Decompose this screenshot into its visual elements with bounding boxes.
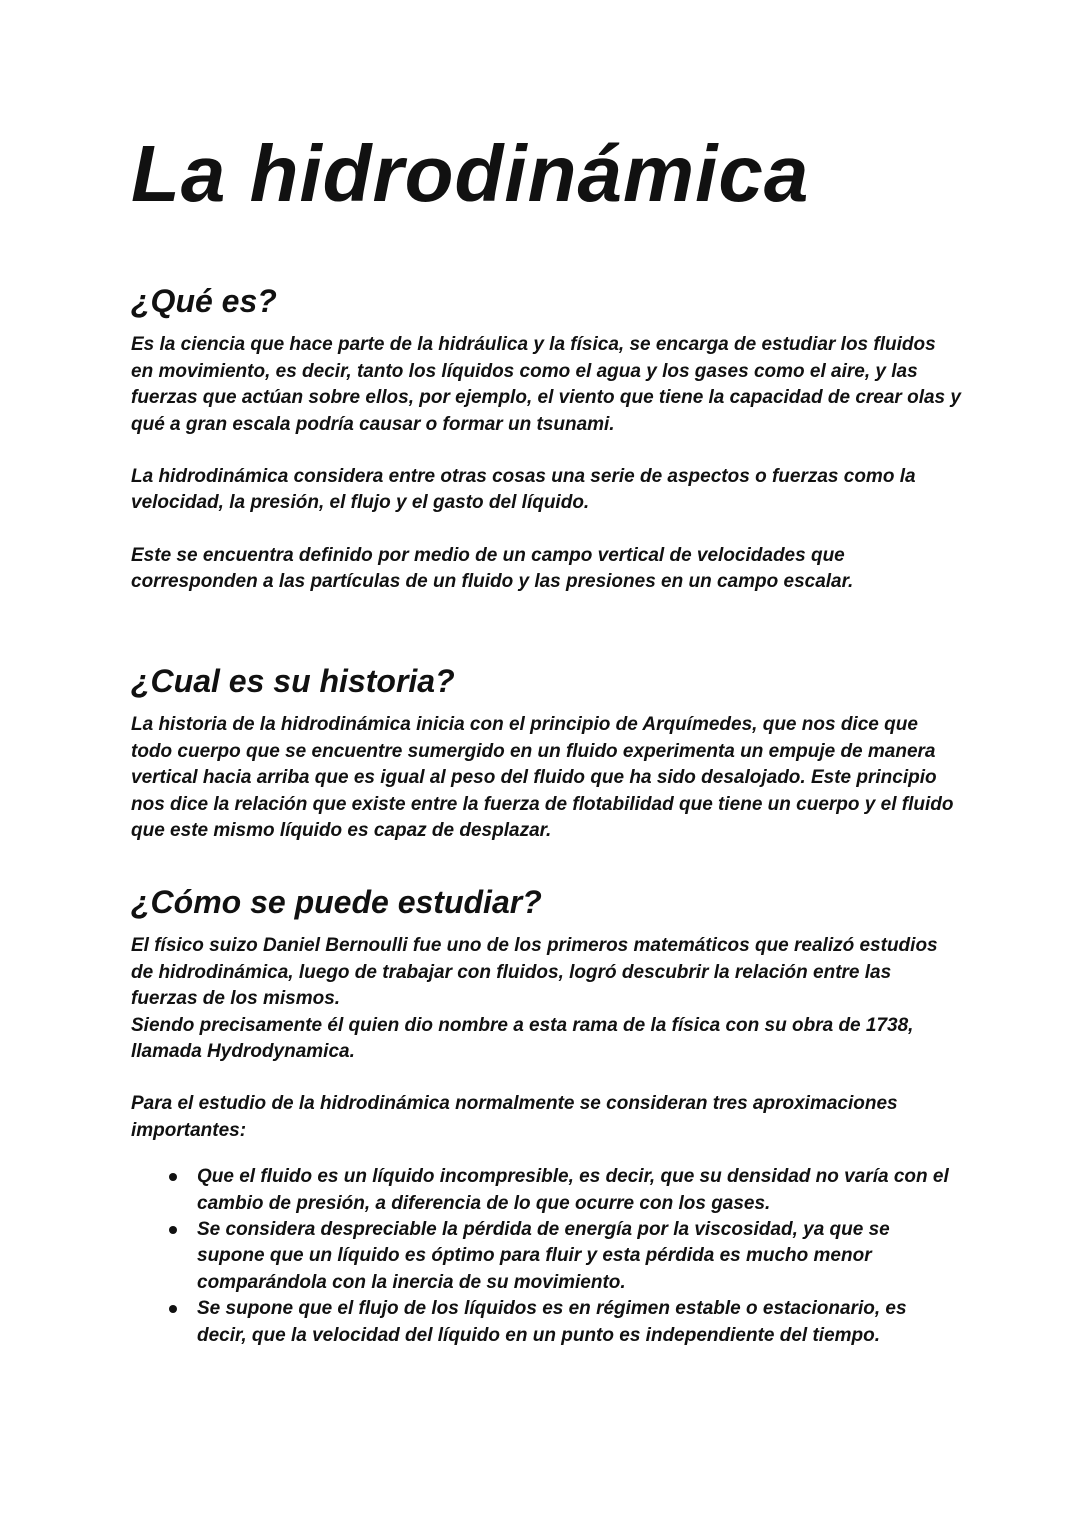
list-item-text: Que el fluido es un líquido incompresible, es decir, que su densidad no varía con el cambio de presión, a diferencia de lo que ocurre con los gases. xyxy=(197,1166,949,1214)
section-que-es xyxy=(131,282,961,596)
paragraph: El físico suizo Daniel Bernoulli fue uno de los primeros matemáticos que realizó estudios de hidrodinámica, luego de trabajar con fluidos, logró descubrir la relación entre las fuerzas de los mismos. xyxy=(131,935,938,1010)
paragraph: La hidrodinámica considera entre otras cosas una serie de aspectos o fuerzas como la velocidad, la presión, el flujo y el gasto del líquido. xyxy=(131,466,916,514)
section-historia xyxy=(131,662,961,844)
list-item xyxy=(131,1296,961,1349)
list-item xyxy=(131,1217,961,1296)
paragraph: Este se encuentra definido por medio de un campo vertical de velocidades que corresponden a las partículas de un fluido y las presiones en un campo escalar. xyxy=(131,544,854,593)
approximations-list xyxy=(131,1164,961,1349)
list-item-text: Se considera despreciable la pérdida de energía por la viscosidad, ya que se supone que un líquido es óptimo para fluir y esta pérdida es mucho menor comparándola con la inercia de su movimiento. xyxy=(197,1219,890,1293)
bullet-icon xyxy=(169,1173,177,1181)
paragraph: Siendo precisamente él quien dio nombre a esta rama de la física con su obra de 1738, llamada Hydrodynamica. xyxy=(131,1014,914,1063)
section-heading: ¿Qué es? xyxy=(131,283,277,319)
paragraph: Es la ciencia que hace parte de la hidráulica y la física, se encarga de estudiar los fluidos en movimiento, es decir, tanto los líquidos como el agua y los gases como el aire, y las fuerzas que actúan sobre ellos, por ejemplo, el viento que tiene la capacidad de crear olas y qué a gran escala podría causar o formar un tsunami. xyxy=(131,334,961,435)
document-title: La hidrodinámica xyxy=(131,129,810,218)
section-heading: ¿Cual es su historia? xyxy=(131,663,455,699)
bullet-icon xyxy=(169,1226,177,1234)
list-item xyxy=(131,1164,961,1217)
bullet-icon xyxy=(169,1305,177,1313)
paragraph: Para el estudio de la hidrodinámica normalmente se consideran tres aproximaciones importantes: xyxy=(131,1093,898,1141)
paragraph: La historia de la hidrodinámica inicia con el principio de Arquímedes, que nos dice que todo cuerpo que se encuentre sumergido en un fluido experimenta un empuje de manera vertical hacia arriba que es igual al peso del fluido que ha sido desalojado. Este principio nos dice la relación que existe entre la fuerza de flotabilidad que tiene un cuerpo y el fluido que este mismo líquido es capaz de desplazar. xyxy=(131,714,954,842)
section-heading: ¿Cómo se puede estudiar? xyxy=(131,884,542,920)
section-como-estudiar xyxy=(131,883,961,1349)
list-item-text: Se supone que el flujo de los líquidos es en régimen estable o estacionario, es decir, que la velocidad del líquido en un punto es independiente del tiempo. xyxy=(197,1298,907,1346)
